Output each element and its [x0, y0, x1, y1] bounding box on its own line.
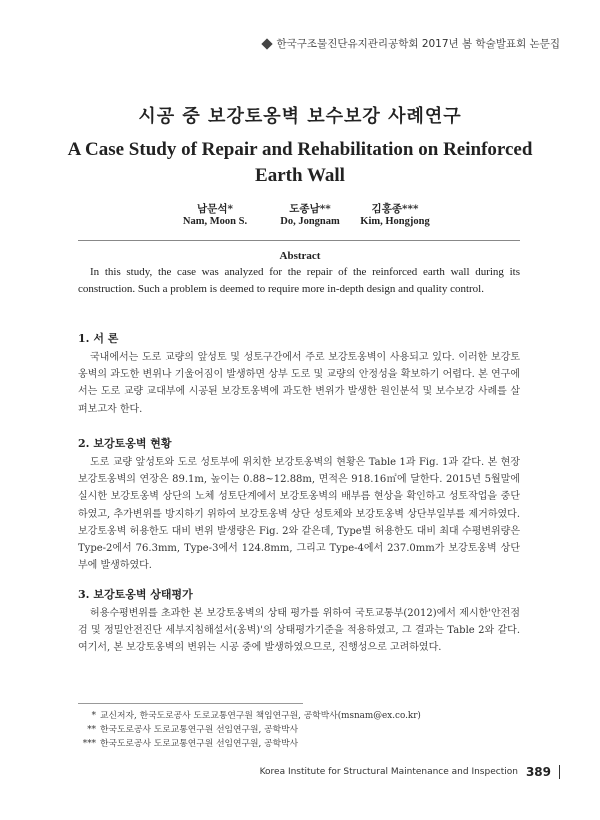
section-body: 허용수평변위를 초과한 본 보강토옹벽의 상태 평가를 위하여 국토교통부(2012)에서 제시한'안전점검 및 정밀안전진단 세부지침해설서(옹벽)'의 상태평가기준을 적용하였고, 그 결과는 Table 2와 같다. 여기서, 본 보강토옹벽의 변위는 시공 중에 발생하였으므로, 진행성으로 고려하였다.: [78, 608, 520, 654]
author-3: [330, 201, 460, 227]
author-korean-name: 남문석*: [197, 203, 233, 215]
abstract-heading: Abstract: [279, 250, 321, 262]
footnote-text: 교신저자, 한국도로공사 도로교통연구원 책임연구원, 공학박사(msnam@ex.co.kr): [100, 711, 421, 721]
page-footer: [260, 765, 560, 779]
author-english-name: Nam, Moon S.: [182, 216, 248, 227]
conference-header: [262, 36, 560, 51]
footnote-text: 한국도로공사 도로교통연구원 선임연구원, 공학박사: [100, 739, 299, 749]
section-heading: 3. 보강토옹벽 상태평가: [78, 588, 193, 601]
footnote-text: 한국도로공사 도로교통연구원 선임연구원, 공학박사: [100, 725, 299, 735]
section-body: 도로 교량 앞성토와 도로 성토부에 위치한 보강토옹벽의 현황은 Table 1과 Fig. 1과 같다. 본 현장 보강토옹벽의 연장은 89.1m, 높이는 0.88~12.88m, 면적은 918.16㎡에 달한다. 2015년 5월말에 실시한 보강토옹벽 상단의 노체 성토단계에서 보강토옹벽의 배부름 현상을 확인하고 성토작업을 중단하였고, 추가변위를 방지하기 위하여 보강토옹벽 상단 성토체와 보강토옹벽 상단부일부를 제거하였다. 보강토옹벽 허용한도 대비 변위 발생량은 Fig. 2와 같은데, Type별 허용한도 대비 최대 수평변위량은 Type-2에서 76.3mm, Type-3에서 124.8mm, 그리고 Type-4에서 237.0mm가 보강토옹벽 상단부에 발생하였다.: [78, 457, 520, 572]
footnote-mark: **: [87, 725, 96, 735]
footnote: [78, 724, 298, 737]
abstract-text: In this study, the case was analyzed for the repair of the reinforced earth wall during its construction. Such a problem is deemed to require more in-depth design and quality control.: [78, 266, 520, 295]
institute-name: Korea Institute for Structural Maintenance and Inspection: [259, 767, 518, 777]
author-english-name: Kim, Hongjong: [360, 216, 430, 227]
footnote-divider: [78, 703, 303, 704]
footnote: [78, 710, 421, 723]
section-body: 국내에서는 도로 교량의 앞성토 및 성토구간에서 주로 보강토옹벽이 사용되고 있다. 이러한 보강토옹벽의 과도한 변위나 기울어짐이 발생하면 상부 도로 및 교량의 안정성을 확보하기 어렵다. 본 연구에서는 도로 교량 교대부에 시공된 보강토옹벽에 과도한 변위가 발생한 원인분석 및 보수보강 사례를 살펴보고자 한다.: [78, 352, 520, 415]
footnote: [78, 738, 298, 751]
footnote-mark: *: [91, 711, 96, 721]
conference-name: 한국구조물진단유지관리공학회 2017년 봄 학술발표회 논문집: [276, 38, 560, 50]
footer-bar: [559, 765, 560, 779]
page-number: 389: [525, 765, 551, 779]
author-korean-name: 김홍종***: [371, 203, 419, 215]
section-heading: 1. 서 론: [78, 332, 119, 345]
english-title: A Case Study of Repair and Rehabilitation on Reinforced Earth Wall: [67, 139, 533, 186]
author-english-name: Do, Jongnam: [280, 216, 340, 227]
korean-title: 시공 중 보강토옹벽 보수보강 사례연구: [138, 106, 462, 127]
title-divider: [78, 240, 520, 241]
section-heading: 2. 보강토옹벽 현황: [78, 437, 172, 450]
footnote-mark: ***: [82, 739, 96, 749]
diamond-icon: [262, 39, 272, 49]
author-korean-name: 도종남**: [289, 203, 331, 215]
